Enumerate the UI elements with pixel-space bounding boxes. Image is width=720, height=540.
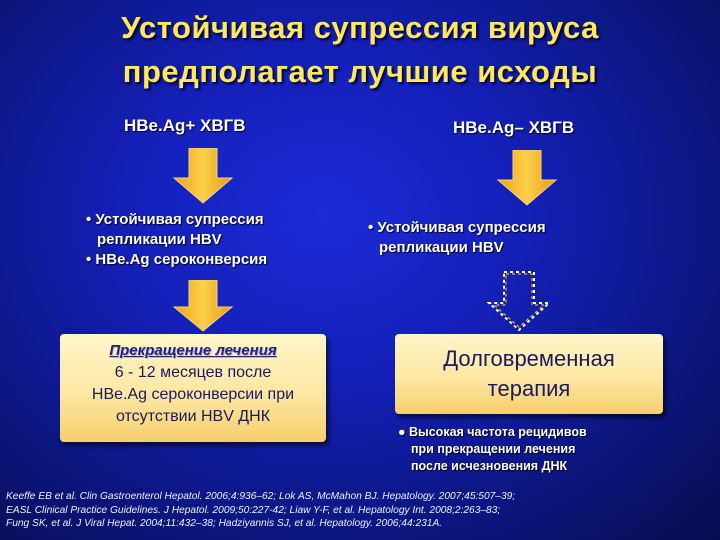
- relapse-note: [398, 424, 587, 475]
- left-bullet-2: • HBe.Ag сероконверсия: [86, 251, 268, 268]
- right-bullets: [368, 218, 546, 258]
- dashed-down-arrow-icon: [486, 270, 552, 332]
- down-arrow-icon: [172, 280, 234, 332]
- long-term-therapy-line1: Долговременная: [443, 346, 615, 371]
- treatment-stop-line3: отсутствии HBV ДНК: [115, 408, 271, 425]
- reference-line3: Fung SK, et al. J Viral Hepat. 2004;11:432–38; Hadziyannis SJ, et al. Hepatology. 2006;44:231A.: [6, 518, 443, 529]
- down-arrow-icon: [172, 148, 234, 204]
- right-column-heading: HBe.Ag– ХВГВ: [453, 118, 575, 137]
- long-term-therapy-box: [395, 334, 663, 414]
- left-column-heading: HBe.Ag+ ХВГВ: [124, 116, 246, 135]
- left-bullet-1-cont: репликации HBV: [97, 231, 222, 248]
- left-bullet-1: • Устойчивая супрессия: [86, 211, 264, 228]
- reference-line2: EASL Clinical Practice Guidelines. J Hepatol. 2009;50:227-42; Liaw Y-F, et al. Hepatology Int. 2008;2:263–83;: [6, 504, 501, 516]
- relapse-note-line2: при прекращении лечения: [411, 442, 576, 456]
- slide-title-line1: Устойчивая супрессия вируса: [121, 10, 599, 45]
- left-bullets: [86, 210, 267, 270]
- relapse-note-line3: после исчезновения ДНК: [411, 459, 568, 473]
- long-term-therapy-line2: терапия: [487, 376, 571, 401]
- slide-title-line2: предполагает лучшие исходы: [122, 54, 598, 89]
- right-bullet-1: • Устойчивая супрессия: [368, 219, 546, 236]
- references: [6, 490, 714, 531]
- treatment-stop-title: Прекращение лечения: [109, 342, 277, 359]
- treatment-stop-line1: 6 - 12 месяцев после: [114, 364, 272, 381]
- treatment-stop-box: [60, 334, 326, 442]
- down-arrow-icon: [496, 150, 558, 206]
- relapse-note-line1: ● Высокая частота рецидивов: [398, 425, 587, 439]
- reference-line1: Keeffe EB et al. Clin Gastroenterol Hepatol. 2006;4:936–62; Lok AS, McMahon BJ. Hepatology. 2007;45:507–39;: [6, 491, 516, 502]
- right-bullet-1-cont: репликации HBV: [379, 239, 504, 256]
- treatment-stop-line2: HBe.Ag сероконверсии при: [91, 386, 295, 403]
- slide-title: [0, 6, 720, 94]
